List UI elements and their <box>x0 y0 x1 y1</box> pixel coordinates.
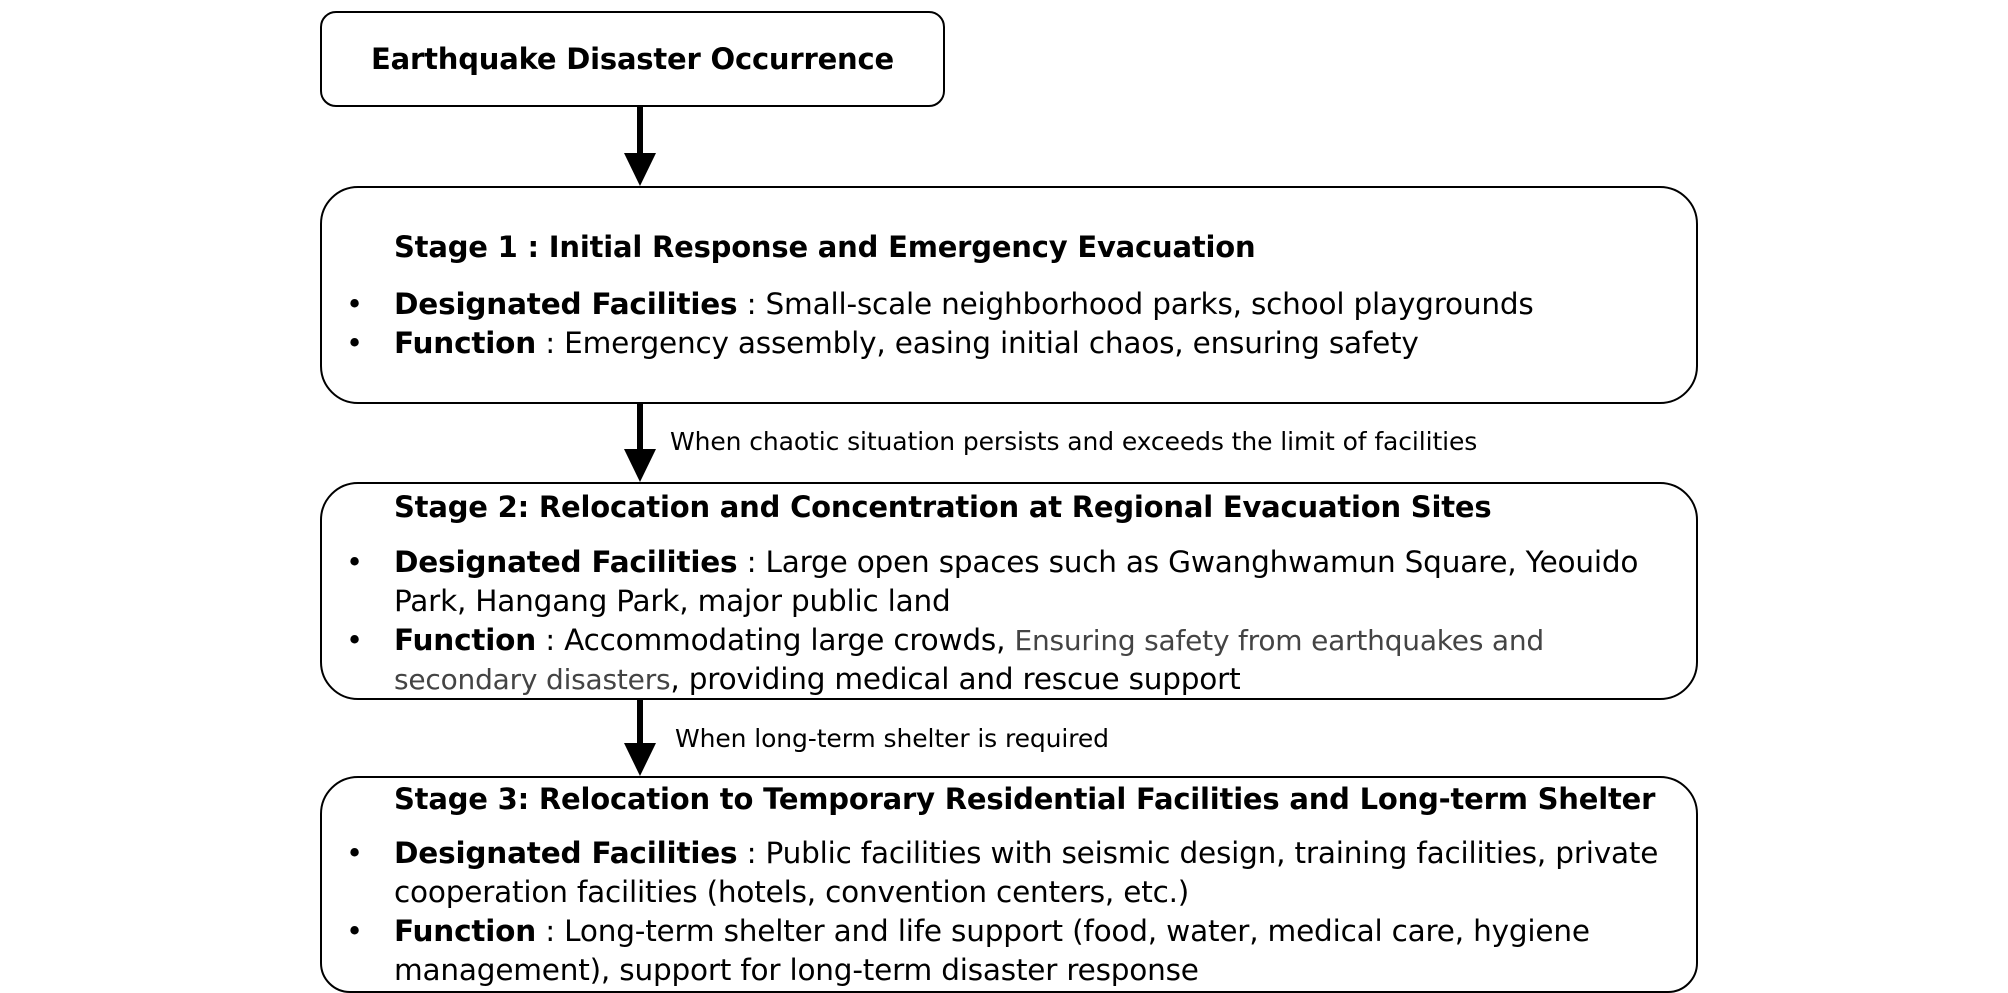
arrow-stage1-to-stage2 <box>620 404 660 483</box>
bullet-dot: • <box>346 545 363 579</box>
stage-1-function <box>322 324 1676 363</box>
function-label: Function <box>394 326 537 360</box>
function-label: Function <box>394 914 537 948</box>
facilities-text: : Large open spaces such as Gwanghwamun Square, Yeouido Park, Hangang Park, major public land <box>394 545 1639 618</box>
stage-2-bullets <box>322 543 1676 699</box>
start-node <box>320 11 945 107</box>
function-text-highlight: Ensuring safety from earthquakes and secondary disasters <box>394 624 1544 696</box>
bullet-dot: • <box>346 836 363 870</box>
stage-3-function <box>322 912 1676 990</box>
function-text: : Long-term shelter and life support (food, water, medical care, hygiene management), support for long-term disaster response <box>394 914 1590 987</box>
stage-3-box <box>320 776 1698 993</box>
facilities-label: Designated Facilities <box>394 287 738 321</box>
arrow-stage2-to-stage3 <box>620 700 660 777</box>
stage-2-title: Stage 2: Relocation and Concentration at Regional Evacuation Sites <box>394 490 1492 524</box>
bullet-dot: • <box>346 914 363 948</box>
stage-2-box <box>320 482 1698 700</box>
stage-2-function <box>322 621 1676 699</box>
transition-label-2: When long-term shelter is required <box>675 724 1109 753</box>
stage-3-title: Stage 3: Relocation to Temporary Residential Facilities and Long-term Shelter <box>394 782 1656 816</box>
stage-1-box <box>320 186 1698 404</box>
function-text: : Emergency assembly, easing initial chaos, ensuring safety <box>536 326 1419 360</box>
facilities-text: : Small-scale neighborhood parks, school playgrounds <box>737 287 1534 321</box>
facilities-label: Designated Facilities <box>394 836 738 870</box>
facilities-text: : Public facilities with seismic design, training facilities, private cooperation facilities (hotels, convention centers, etc.) <box>394 836 1659 909</box>
facilities-label: Designated Facilities <box>394 545 738 579</box>
arrow-start-to-stage1 <box>620 107 660 187</box>
bullet-dot: • <box>346 287 363 321</box>
stage-3-facilities <box>322 834 1676 912</box>
stage-2-facilities <box>322 543 1676 621</box>
stage-1-facilities <box>322 285 1676 324</box>
transition-label-1: When chaotic situation persists and exceeds the limit of facilities <box>670 427 1478 456</box>
stage-3-bullets <box>322 834 1676 990</box>
bullet-dot: • <box>346 326 363 360</box>
function-label: Function <box>394 623 537 657</box>
bullet-dot: • <box>346 623 363 657</box>
start-node-title: Earthquake Disaster Occurrence <box>371 42 894 76</box>
function-text: : Accommodating large crowds, <box>536 623 1015 657</box>
function-text-end: , providing medical and rescue support <box>670 662 1241 696</box>
stage-1-bullets <box>322 285 1676 363</box>
stage-1-title: Stage 1 : Initial Response and Emergency Evacuation <box>394 230 1256 264</box>
